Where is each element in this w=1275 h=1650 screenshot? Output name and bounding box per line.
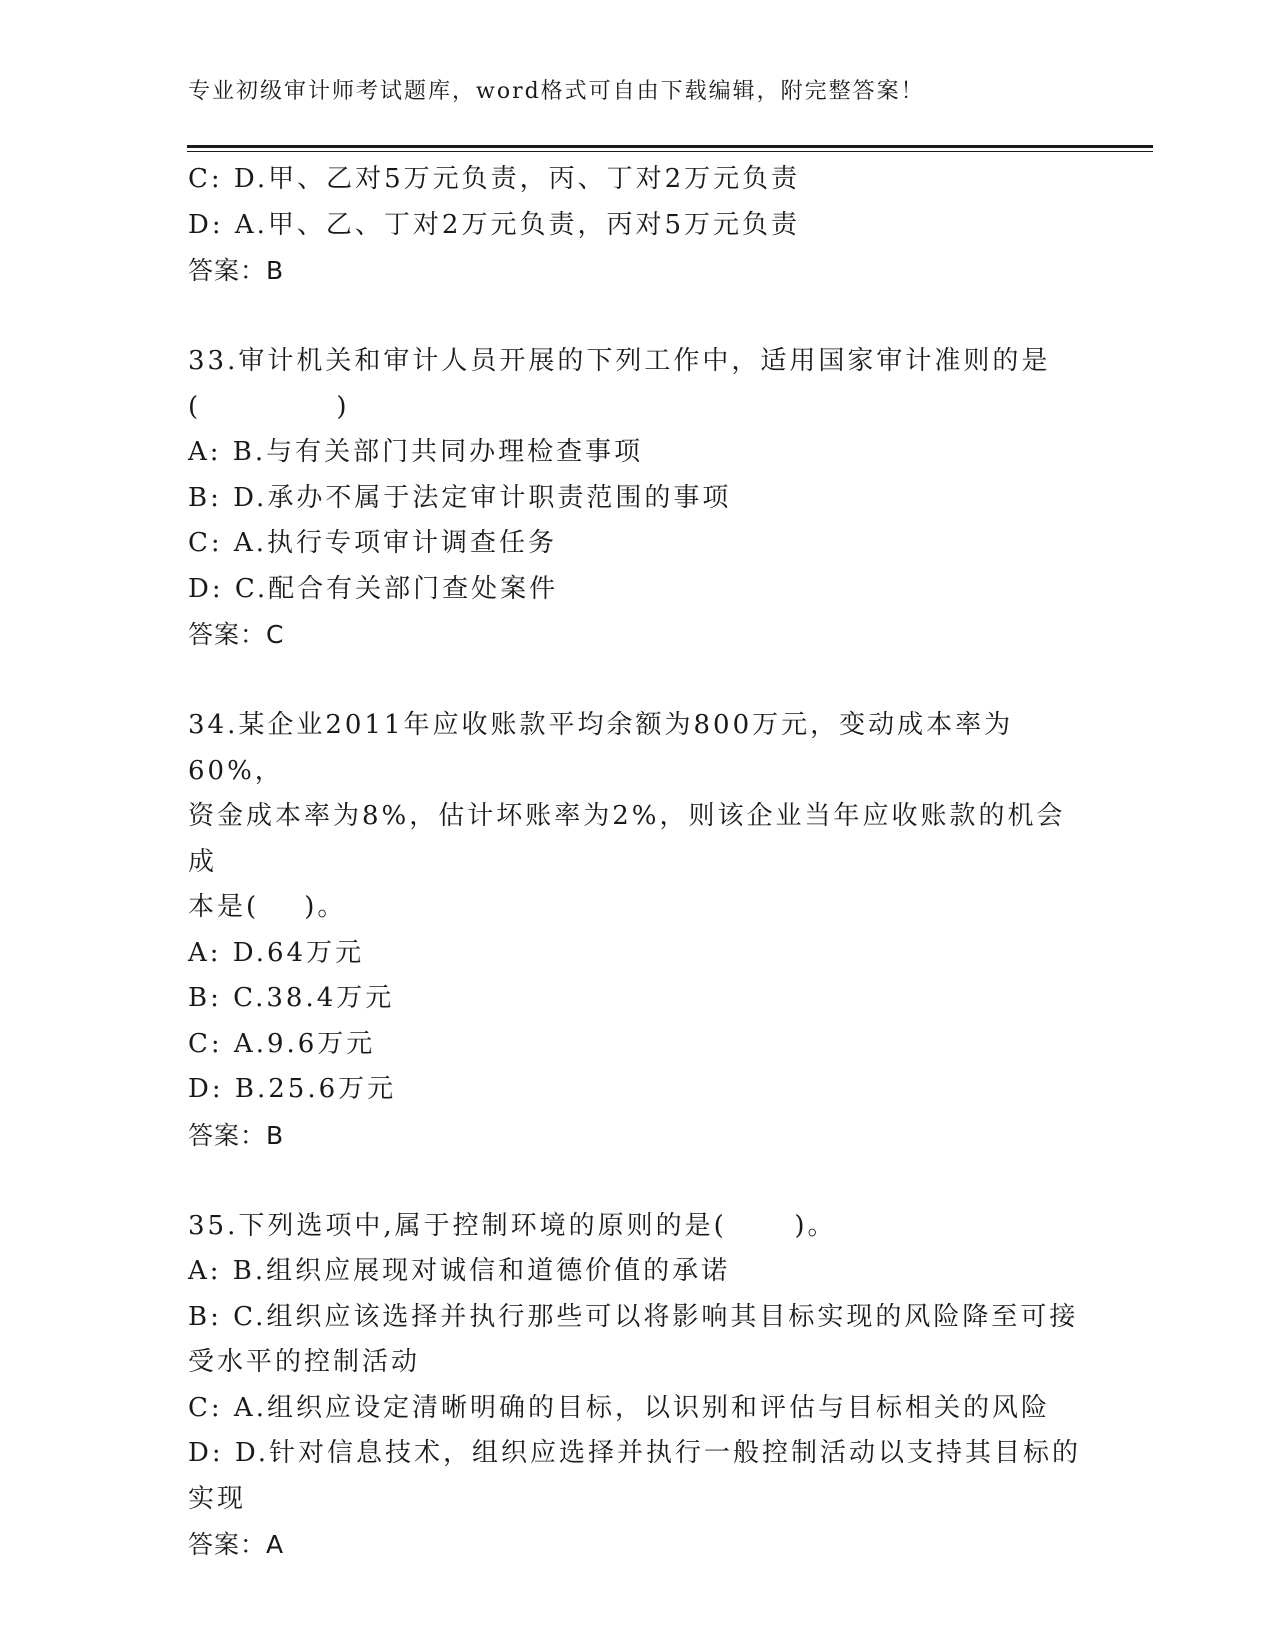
option-line: D: A.甲、乙、丁对2万元负责，丙对5万元负责 bbox=[188, 209, 800, 240]
option-line-continuation: 实现 bbox=[188, 1483, 247, 1514]
spacer bbox=[188, 658, 1088, 704]
option-line: A: B.与有关部门共同办理检查事项 bbox=[188, 437, 644, 467]
page-header: 专业初级审计师考试题库，word格式可自由下载编辑，附完整答案！ bbox=[188, 79, 925, 104]
option-line: A: D.64万元 bbox=[188, 937, 365, 968]
answer-line: 答案：B bbox=[188, 256, 285, 285]
option-line: D: B.25.6万元 bbox=[188, 1074, 397, 1104]
spacer bbox=[188, 1158, 1088, 1204]
question-stem: 本是( )。 bbox=[188, 892, 347, 922]
option-line: B: D.承办不属于法定审计职责范围的事项 bbox=[188, 482, 732, 513]
option-line: D: D.针对信息技术，组织应选择并执行一般控制活动以支持其目标的 bbox=[188, 1438, 1082, 1468]
answer-line: 答案：B bbox=[188, 1120, 285, 1150]
option-line: D: C.配合有关部门查处案件 bbox=[188, 573, 559, 604]
question-content bbox=[188, 157, 1088, 1568]
option-line: A: B.组织应展现对诚信和道德价值的承诺 bbox=[188, 1256, 731, 1286]
option-line: C: A.组织应设定清晰明确的目标，以识别和评估与目标相关的风险 bbox=[188, 1392, 1050, 1423]
option-line: C: A.9.6万元 bbox=[188, 1028, 376, 1059]
option-line: B: C.组织应该选择并执行那些可以将影响其目标实现的风险降至可接 bbox=[188, 1301, 1079, 1332]
option-line: C: A.执行专项审计调查任务 bbox=[188, 528, 557, 558]
question-35 bbox=[188, 1204, 1088, 1568]
previous-question-options bbox=[188, 157, 1088, 248]
question-stem: ( ) bbox=[188, 391, 350, 422]
question-stem: 35.下列选项中,属于控制环境的原则的是( )。 bbox=[188, 1210, 837, 1241]
answer-line: 答案：A bbox=[188, 1530, 285, 1559]
question-33 bbox=[188, 339, 1088, 658]
question-34 bbox=[188, 703, 1088, 1158]
header-divider-thick bbox=[187, 145, 1153, 148]
option-line-continuation: 受水平的控制活动 bbox=[188, 1347, 421, 1377]
answer-line: 答案：C bbox=[188, 620, 285, 649]
question-stem: 33.审计机关和审计人员开展的下列工作中，适用国家审计准则的是 bbox=[188, 346, 1051, 376]
option-line: B: C.38.4万元 bbox=[188, 983, 395, 1013]
question-stem: 34.某企业2011年应收账款平均余额为800万元，变动成本率为60%， bbox=[188, 710, 1014, 786]
header-divider-thin bbox=[187, 151, 1153, 152]
spacer bbox=[188, 294, 1088, 340]
option-line: C: D.甲、乙对5万元负责，丙、丁对2万元负责 bbox=[188, 164, 801, 194]
question-stem: 资金成本率为8%，估计坏账率为2%，则该企业当年应收账款的机会成 bbox=[188, 801, 1066, 877]
